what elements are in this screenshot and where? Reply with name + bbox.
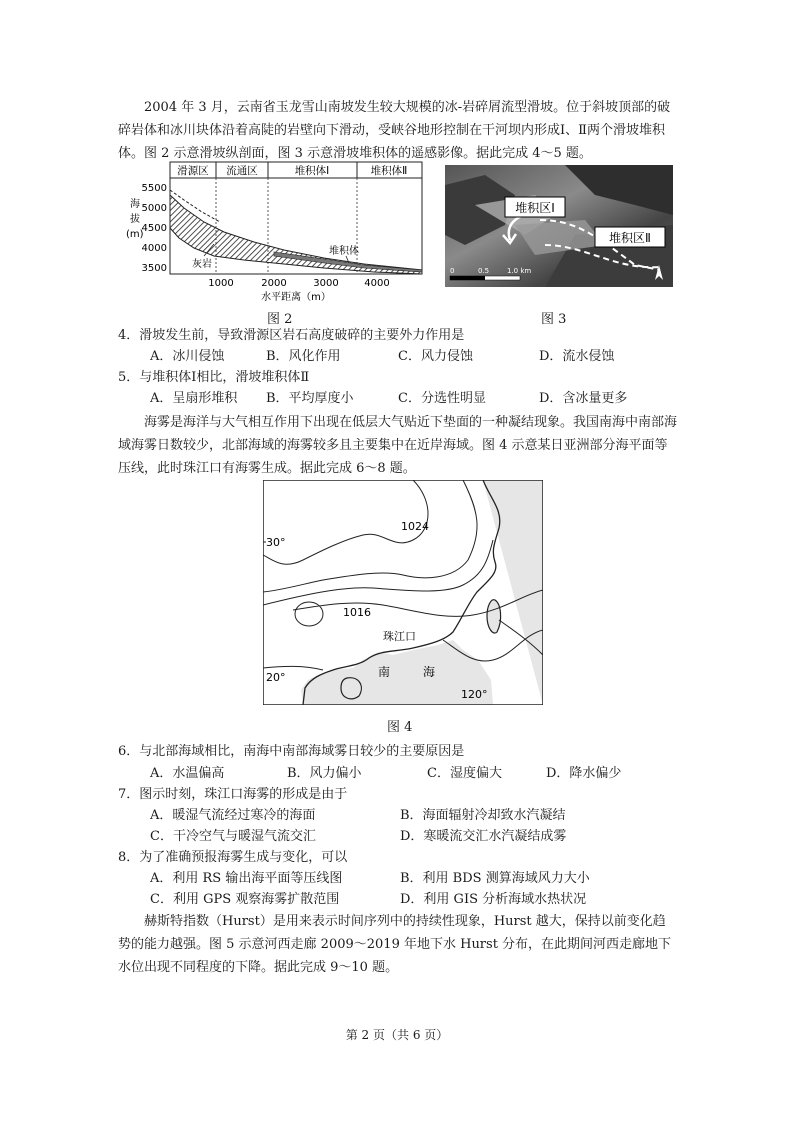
question-5-stem: 5．与堆积体Ⅰ相比，滑坡堆积体Ⅱ	[118, 370, 310, 385]
intro-paragraph-sea-fog: 海雾是海洋与大气相互作用下出现在低层大气贴近下垫面的一种凝结现象。我国南海中南部海域海雾日数较少，北部海域的海雾较多且主要集中在近岸海域。图 4 示意某日亚洲部分海平面等压线，此时珠江口有海雾生成。据此完成 6～8 题。	[118, 415, 678, 476]
q6-option-b: B．风力偏小	[287, 766, 362, 781]
label-isobar-1024: 1024	[401, 520, 429, 533]
q4-option-d: D．流水侵蚀	[539, 349, 615, 364]
q5-option-a: A．呈扇形堆积	[150, 391, 238, 406]
label-pearl-river-estuary: 珠江口	[383, 630, 416, 643]
y-axis-label-2: 拔	[130, 214, 140, 225]
figure-4-caption: 图 4	[387, 720, 413, 735]
q5-option-c: C．分选性明显	[398, 391, 486, 406]
question-7-stem: 7．图示时刻，珠江口海雾的形成是由于	[118, 787, 348, 802]
q7-option-d: D．寒暖流交汇水汽凝结成雾	[400, 829, 567, 844]
y-tick-4500: 4500	[141, 223, 167, 234]
intro-paragraph-hurst: 赫斯特指数（Hurst）是用来表示时间序列中的持续性现象，Hurst 越大，保持以前变化趋势的能力越强。图 5 示意河西走廊 2009～2019 年地下水 Hurst 分布，在此期间河西走廊地下水位出现不同程度的下降。据此完成 9～10 题。	[118, 914, 672, 975]
taiwan-island	[487, 600, 501, 633]
figure-3-satellite-image	[445, 165, 673, 287]
x-tick-3000: 3000	[313, 278, 339, 289]
question-4-stem: 4．滑坡发生前，导致滑源区岩石高度破碎的主要外力作用是	[118, 328, 465, 343]
y-axis-label-3: (m)	[126, 229, 144, 240]
scale-1km: 1.0 km	[507, 267, 532, 275]
y-axis-label-1: 海	[130, 199, 140, 210]
q6-option-c: C．湿度偏大	[427, 766, 502, 781]
label-south: 南	[378, 665, 391, 679]
x-tick-4000: 4000	[364, 278, 390, 289]
q4-option-c: C．风力侵蚀	[398, 349, 473, 364]
scale-0: 0	[450, 267, 455, 275]
hainan-island	[341, 678, 361, 699]
q6-option-a: A．水温偏高	[150, 766, 225, 781]
q6-option-d: D．降水偏少	[546, 766, 622, 781]
intro-paragraph-landslide: 2004 年 3 月，云南省玉龙雪山南坡发生较大规模的冰-岩碎屑流型滑坡。位于斜坡顶部的破碎岩体和冰川块体沿着高陡的岩壁向下滑动，受峡谷地形控制在干河坝内形成Ⅰ、Ⅱ两个滑坡堆积体。图 2 示意滑坡纵剖面，图 3 示意滑坡堆积体的遥感影像。据此完成 4～5 题。	[118, 100, 671, 161]
q4-option-b: B．风化作用	[266, 349, 341, 364]
question-8-stem: 8．为了准确预报海雾生成与变化，可以	[118, 850, 348, 865]
figure-2-slope-profile	[124, 160, 429, 310]
q5-option-b: B．平均厚度小	[266, 391, 354, 406]
zone1-label: 堆积区Ⅰ	[515, 201, 555, 215]
q8-option-a: A．利用 RS 输出海平面等压线图	[150, 871, 343, 886]
zone-source: 滑源区	[177, 165, 209, 177]
zone-flow: 流通区	[226, 165, 258, 177]
question-6-stem: 6．与北部海域相比，南海中南部海域雾日较少的主要原因是	[118, 744, 465, 759]
label-isobar-1016: 1016	[343, 606, 371, 619]
q7-option-b: B．海面辐射冷却致水汽凝结	[400, 808, 566, 823]
label-limestone: 灰岩	[192, 259, 212, 270]
zone2-label: 堆积区Ⅱ	[609, 231, 651, 245]
label-deposit: 堆积体	[329, 246, 359, 257]
q5-option-d: D．含冰量更多	[539, 391, 628, 406]
y-tick-3500: 3500	[141, 263, 167, 274]
x-tick-1000: 1000	[208, 278, 234, 289]
x-axis-label: 水平距离（m）	[261, 292, 331, 303]
zone-deposit-2: 堆积体Ⅱ	[370, 165, 408, 177]
q4-option-a: A．冰川侵蚀	[150, 349, 225, 364]
label-lat-20: 20°	[266, 671, 286, 684]
zone-deposit-1: 堆积体Ⅰ	[294, 165, 330, 177]
figure-4-isobar-map	[263, 480, 543, 705]
label-sea: 海	[423, 665, 436, 679]
y-tick-5000: 5000	[141, 203, 167, 214]
scale-05: 0.5	[478, 267, 490, 275]
label-lon-120: 120°	[461, 688, 488, 701]
x-tick-2000: 2000	[261, 278, 287, 289]
q8-option-c: C．利用 GPS 观察海雾扩散范围	[150, 892, 340, 907]
y-tick-4000: 4000	[141, 243, 167, 254]
q7-option-a: A．暖湿气流经过寒冷的海面	[150, 808, 316, 823]
label-lat-30: 30°	[266, 536, 286, 549]
page-footer: 第 2 页（共 6 页）	[345, 1028, 449, 1042]
figure-2-caption: 图 2	[267, 312, 293, 327]
y-tick-5500: 5500	[141, 183, 167, 194]
q8-option-b: B．利用 BDS 测算海域风力大小	[400, 871, 590, 886]
q8-option-d: D．利用 GIS 分析海域水热状况	[400, 892, 587, 907]
figure-3-caption: 图 3	[541, 312, 567, 327]
q7-option-c: C．干冷空气与暖湿气流交汇	[150, 829, 316, 844]
